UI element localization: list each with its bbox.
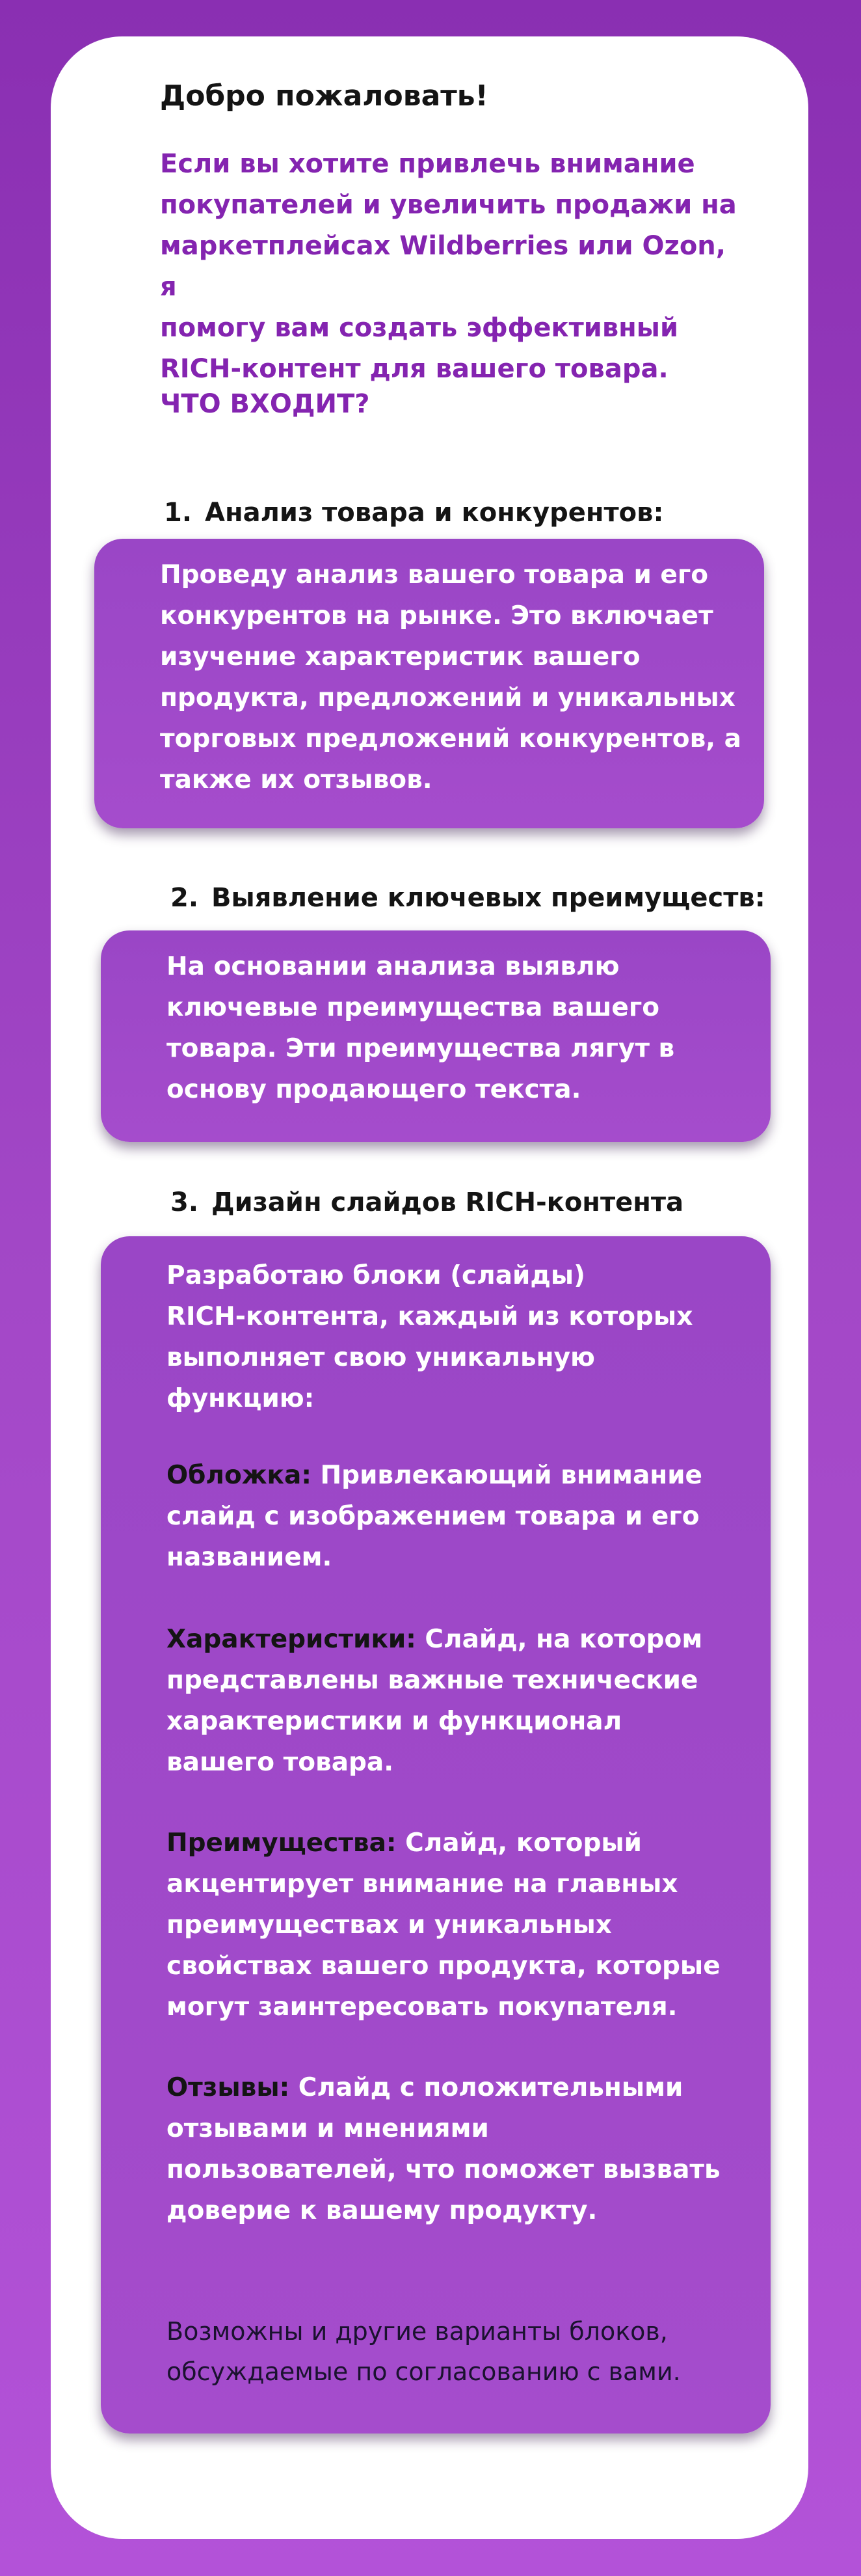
slide-item-specs-lead: Характеристики:	[166, 1625, 416, 1654]
slide-item-cover-lead: Обложка:	[166, 1461, 311, 1490]
slide-item-cover	[166, 1455, 752, 1578]
section-2-title-text: Выявление ключевых преимуществ:	[211, 883, 765, 913]
slide-item-advantages-text: Слайд, который акцентирует внимание на главных преимуществах и уникальных свойствах вашего продукта, которые могут заинтересовать покупателя.	[166, 1828, 721, 2022]
section-1-title-text: Анализ товара и конкурентов:	[205, 498, 664, 528]
section-2-number: 2.	[170, 883, 199, 913]
intro-text: Если вы хотите привлечь внимание покупателей и увеличить продажи на маркетплейсах Wildberries или Ozon, я помогу вам создать эффективный RICH-контент для вашего товара.	[160, 149, 737, 384]
slide-item-reviews	[166, 2067, 752, 2231]
section-3-outro: Возможны и другие варианты блоков, обсуждаемые по согласованию с вами.	[166, 2317, 681, 2386]
section-2-text: На основании анализа выявлю ключевые преимущества вашего товара. Эти преимущества лягут в основу продающего текста.	[166, 952, 675, 1104]
slide-item-cover-text: Привлекающий внимание слайд с изображением товара и его названием.	[166, 1461, 703, 1572]
whats-included-heading: ЧТО ВХОДИТ?	[160, 389, 370, 419]
slide-item-specs-text: Слайд, на котором представлены важные технические характеристики и функционал вашего товара.	[166, 1625, 703, 1777]
section-3-intro: Разработаю блоки (слайды) RICH-контента, каждый из которых выполняет свою уникальную функцию:	[166, 1261, 693, 1413]
section-3-number: 3.	[170, 1187, 199, 1217]
slide-item-specs	[166, 1619, 752, 1783]
section-1-text: Проведу анализ вашего товара и его конкурентов на рынке. Это включает изучение характеристик вашего продукта, предложений и уникальных торговых предложений конкурентов, а также их отзывов.	[160, 560, 741, 794]
section-1-title	[164, 493, 663, 532]
section-3-title-text: Дизайн слайдов RICH-контента	[211, 1187, 684, 1217]
section-3-title	[170, 1183, 683, 1222]
slide-item-reviews-text: Слайд с положительными отзывами и мнениями пользователей, что поможет вызвать доверие к вашему продукту.	[166, 2073, 721, 2225]
welcome-heading: Добро пожаловать!	[160, 79, 488, 113]
slide-item-advantages	[166, 1823, 752, 2027]
slide-item-advantages-lead: Преимущества:	[166, 1828, 397, 1858]
section-1-number: 1.	[164, 498, 192, 528]
section-2-title	[170, 878, 765, 917]
slide-item-reviews-lead: Отзывы:	[166, 2073, 290, 2102]
